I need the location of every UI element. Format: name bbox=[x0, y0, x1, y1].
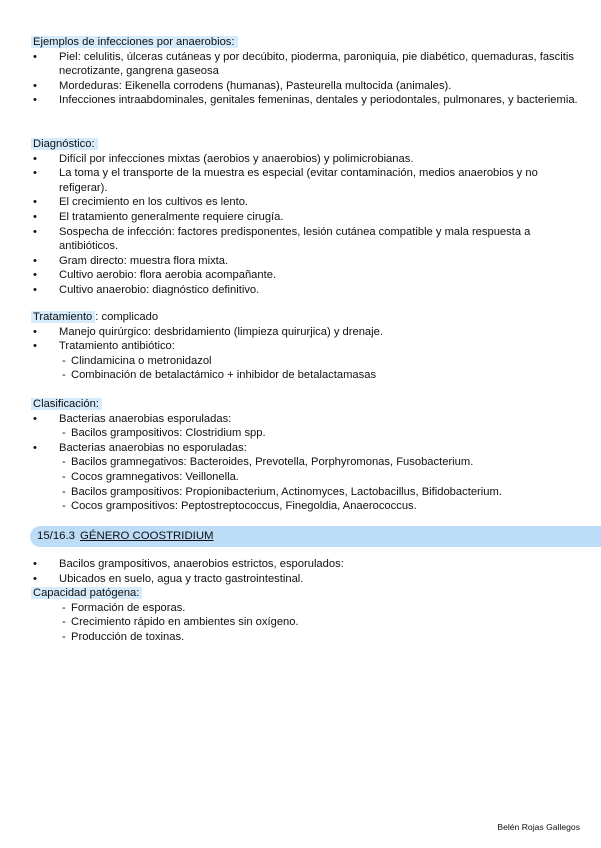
list-item: • Mordeduras: Eikenella corrodens (humanas), Pasteurella multocida (animales). bbox=[33, 79, 578, 94]
list-item: • Cultivo aerobio: flora aerobia acompañante. bbox=[33, 268, 578, 283]
sub-list-item: - Cocos grampositivos: Peptostreptococcus, Finegoldia, Anaerococcus. bbox=[33, 499, 578, 514]
list-item: • Bacterias anaerobias esporuladas: bbox=[33, 412, 578, 427]
sub-list-item: - Crecimiento rápido en ambientes sin oxígeno. bbox=[33, 615, 578, 630]
capacidad-heading: Capacidad patógena: bbox=[33, 586, 578, 601]
list-item: • Cultivo anaerobio: diagnóstico definitivo. bbox=[33, 283, 578, 298]
sub-list-item: - Formación de esporas. bbox=[33, 601, 578, 616]
section-title-band bbox=[30, 526, 601, 547]
section-title-text: GÉNERO COOSTRIDIUM bbox=[80, 530, 214, 542]
list-item: • Manejo quirúrgico: desbridamiento (limpieza quirurjica) y drenaje. bbox=[33, 325, 578, 340]
diagnostico-list bbox=[33, 152, 578, 298]
ejemplos-list bbox=[33, 50, 578, 108]
section-clasificacion bbox=[33, 397, 578, 514]
capacidad-list bbox=[33, 601, 578, 645]
list-item: • Sospecha de infección: factores predisponentes, lesión cutánea compatible y mala respuesta a antibióticos. bbox=[33, 225, 578, 254]
genero-list bbox=[33, 557, 578, 586]
list-item: • Tratamiento antibiótico: bbox=[33, 339, 578, 354]
sub-list-item: - Bacilos gramnegativos: Bacteroides, Prevotella, Porphyromonas, Fusobacterium. bbox=[33, 455, 578, 470]
sub-list-item: - Producción de toxinas. bbox=[33, 630, 578, 645]
ejemplos-heading: Ejemplos de infecciones por anaerobios: bbox=[33, 35, 578, 50]
section-tratamiento bbox=[33, 310, 578, 383]
list-item: • El crecimiento en los cultivos es lento. bbox=[33, 195, 578, 210]
list-item: • Gram directo: muestra flora mixta. bbox=[33, 254, 578, 269]
tratamiento-heading: Tratamiento : complicado bbox=[33, 311, 159, 323]
sub-list-item: - Bacilos grampositivos: Propionibacterium, Actinomyces, Lactobacillus, Bifidobacterium. bbox=[33, 485, 578, 500]
list-item: • Infecciones intraabdominales, genitales femeninas, dentales y periodontales, pulmonares, y bacteriemia. bbox=[33, 93, 578, 108]
diagnostico-heading: Diagnóstico: bbox=[33, 137, 578, 152]
section-number: 15/16.3 bbox=[37, 530, 76, 542]
list-item: • Bacterias anaerobias no esporuladas: bbox=[33, 441, 578, 456]
tratamiento-list bbox=[33, 325, 578, 383]
section-title bbox=[37, 529, 214, 543]
sub-list-item: - Bacilos grampositivos: Clostridium spp. bbox=[33, 426, 578, 441]
clasificacion-heading: Clasificación: bbox=[33, 397, 578, 412]
list-item: • La toma y el transporte de la muestra es especial (evitar contaminación, medios anaerobios y no refigerar). bbox=[33, 166, 578, 195]
list-item: • Difícil por infecciones mixtas (aerobios y anaerobios) y polimicrobianas. bbox=[33, 152, 578, 167]
list-item: • Piel: celulitis, úlceras cutáneas y por decúbito, pioderma, paroniquia, pie diabético, quemaduras, fascitis necrotizante, gangrena gaseosa bbox=[33, 50, 578, 79]
section-ejemplos bbox=[33, 35, 578, 108]
footer-author: Belén Rojas Gallegos bbox=[497, 822, 580, 832]
sub-list-item: - Combinación de betalactámico + inhibidor de betalactamasas bbox=[33, 368, 578, 383]
sub-list-item: - Cocos gramnegativos: Veillonella. bbox=[33, 470, 578, 485]
list-item: • Ubicados en suelo, agua y tracto gastrointestinal. bbox=[33, 572, 578, 587]
sub-list-item: - Clindamicina o metronidazol bbox=[33, 354, 578, 369]
list-item: • Bacilos grampositivos, anaerobios estrictos, esporulados: bbox=[33, 557, 578, 572]
list-item: • El tratamiento generalmente requiere cirugía. bbox=[33, 210, 578, 225]
section-diagnostico bbox=[33, 137, 578, 298]
section-genero bbox=[33, 557, 578, 645]
clasificacion-list bbox=[33, 412, 578, 514]
